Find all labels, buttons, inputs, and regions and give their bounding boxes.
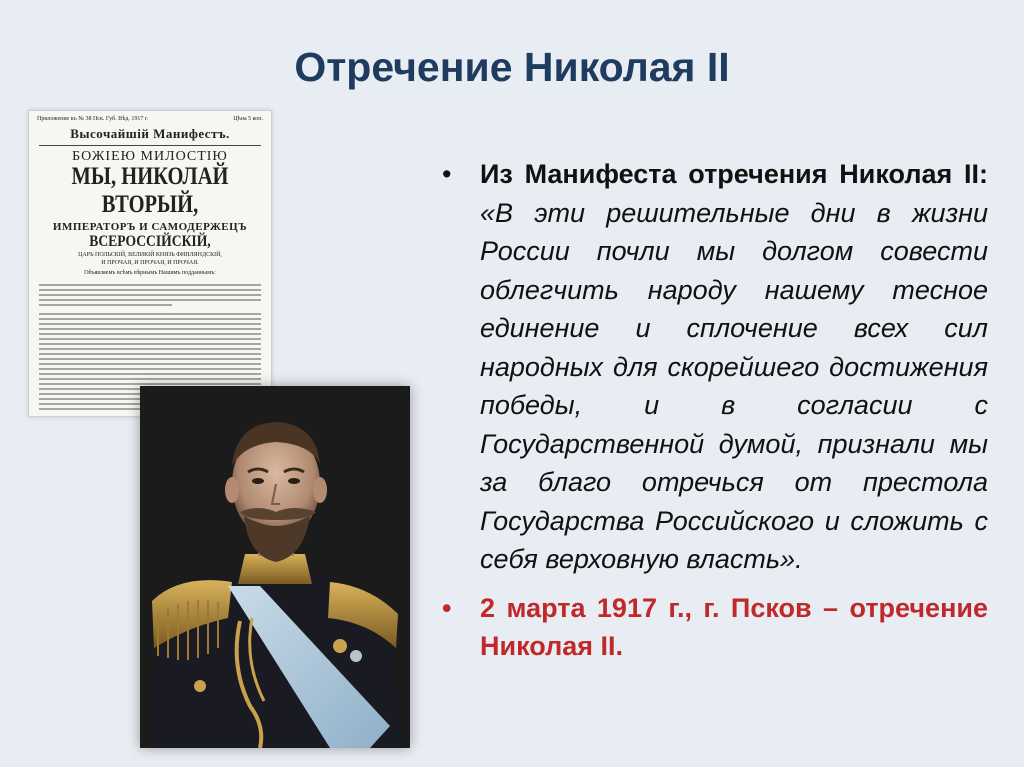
abdication-date-text: 2 марта 1917 г., г. Псков – отречение Николая II.: [480, 592, 988, 661]
manifesto-divider: [39, 145, 261, 146]
content-list: [440, 155, 988, 666]
manifesto-header-right: Цѣна 5 коп.: [233, 116, 263, 122]
list-item-abdication-date: [440, 589, 988, 666]
manifesto-all-russia: ВСЕРОССІЙСКІЙ,: [89, 233, 211, 250]
portrait-illustration: [140, 386, 410, 748]
manifesto-grace: БОЖІЕЮ МИЛОСТІЮ: [72, 149, 228, 164]
manifesto-etc-line: И ПРОЧАЯ, И ПРОЧАЯ, И ПРОЧАЯ.: [101, 260, 199, 266]
manifesto-image: [28, 110, 272, 417]
quote-lead: Из Манифеста отречения Николая II:: [480, 159, 988, 189]
bullet-marker: •: [442, 159, 452, 189]
manifesto-emperor: ИМПЕРАТОРЪ И САМОДЕРЖЕЦЪ: [52, 221, 248, 233]
portrait-photo: [140, 386, 410, 748]
manifesto-announce: Объявляемъ всѣмъ вѣрнымъ Нашимъ подданнымъ:: [84, 270, 216, 276]
slide-title: Отречение Николая II: [294, 44, 730, 90]
manifesto-header: [29, 111, 271, 122]
list-item-manifesto-quote: [440, 155, 988, 579]
manifesto-header-left: Приложение къ № 38 Пск. Губ. Вѣд. 1917 г.: [37, 116, 149, 122]
bullet-marker: •: [442, 592, 452, 623]
manifesto-quote: «В эти решительные дни в жизни России почли мы долгом совести облегчить народу нашему тесное единение и сплочение всех сил народных для скорейшего достижения победы, и в согласии с Государственной думой, признали мы за благо отречься от престола Государства Российского и сложить с себя верховную власть».: [480, 197, 988, 574]
manifesto-heading: Высочайшій Манифестъ.: [70, 126, 230, 141]
manifesto-tsar-line: ЦАРЬ ПОЛЬСКІЙ, ВЕЛИКІЙ КНЯЗЬ ФИНЛЯНДСКІЙ,: [78, 252, 222, 258]
manifesto-name: МЫ, НИКОЛАЙ ВТОРЫЙ,: [71, 163, 229, 218]
